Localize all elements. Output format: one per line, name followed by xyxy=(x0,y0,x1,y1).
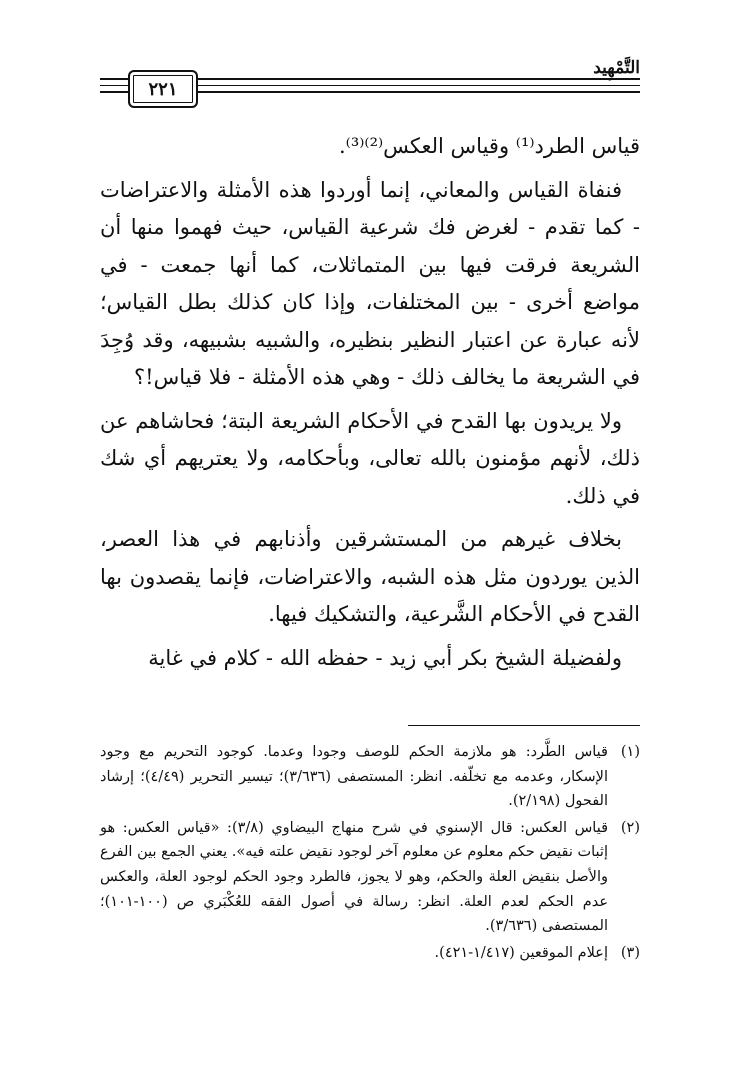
page-number-box xyxy=(128,70,198,108)
footnote-text: قياس الطَّرد: هو ملازمة الحكم للوصف وجودا وعدما. كوجود التحريم مع وجود الإسكار، وعدمه مع تخلّفه. انظر: المستصفى (٣/٦٣٦)؛ تيسير التحرير (٤/٤٩)؛ إرشاد الفحول (٢/١٩٨). xyxy=(100,744,608,810)
footnotes xyxy=(100,740,640,967)
header-rule-mid xyxy=(100,85,128,86)
running-title: التَّمْهِيد xyxy=(587,58,640,78)
paragraph-4: بخلاف غيرهم من المستشرقين وأذنابهم في هذا العصر، الذين يوردون مثل هذه الشبه، والاعتراضات، فإنما يقصدون بها القدح في الأحكام الشَّرعية، والتشكيك فيها. xyxy=(100,527,640,626)
header-rule-top xyxy=(100,78,128,80)
page-number: ٢٢١ xyxy=(148,78,178,100)
header-rule-long-bottom xyxy=(198,91,640,93)
footnote-text: قياس العكس: قال الإسنوي في شرح منهاج البيضاوي (٣/٨): «قياس العكس: هو إثبات نقيض حكم معلوم عن معلوم آخر لوجود نقيض علته فيه». يعني الجمع بين الفرع والأصل بنقيض العلة والحكم، وهو لا يجوز، فالطرد وجود الحكم لوجود العلة، والعكس عدم الحكم لعدم العلة. انظر: رسالة في أصول الفقه للعُكْبَري ص (١٠٠-١٠١)؛ المستصفى (٣/٦٣٦). xyxy=(100,819,609,935)
paragraph-5: ولفضيلة الشيخ بكر أبي زيد - حفظه الله - كلام في غاية xyxy=(148,645,622,670)
paragraph-3: ولا يريدون بها القدح في الأحكام الشريعة البتة؛ فحاشاهم عن ذلك، لأنهم مؤمنون بالله تعالى، وبأحكامه، ولا يعتريهم أي شك في ذلك. xyxy=(100,408,640,508)
footnote-3 xyxy=(100,941,640,966)
footnote-1 xyxy=(100,740,640,814)
paragraph-1: قياس الطرد⁽¹⁾ وقياس العكس⁽²⁾⁽³⁾. xyxy=(338,134,640,158)
page-header xyxy=(100,58,640,108)
header-rule-long-mid xyxy=(198,85,640,86)
footnote-text: إعلام الموقعين (١/٤١٧-٤٢١). xyxy=(434,944,608,961)
footnote-separator xyxy=(408,725,640,726)
footnote-number: (٢) xyxy=(620,819,640,836)
footnote-2 xyxy=(100,816,640,939)
body-text xyxy=(100,128,640,683)
footnote-number: (٣) xyxy=(620,944,640,961)
header-rule-long-top xyxy=(198,78,640,80)
header-rule-bottom xyxy=(100,91,128,93)
footnote-number: (١) xyxy=(620,744,640,760)
paragraph-2: فنفاة القياس والمعاني، إنما أوردوا هذه الأمثلة والاعتراضات - كما تقدم - لغرض فك شرعية القياس، حيث فهموا منها أن الشريعة فرقت فيها بين المتماثلات، كما أنها جمعت - في مواضع أخرى - بين المختلفات، وإذا كان كذلك بطل القياس؛ لأنه عبارة عن اعتبار النظير بنظيره، والشبيه بشبيهه، وقد وُجِدَ في الشريعة ما يخالف ذلك - وهي هذه الأمثلة - فلا قياس!؟ xyxy=(100,177,640,389)
